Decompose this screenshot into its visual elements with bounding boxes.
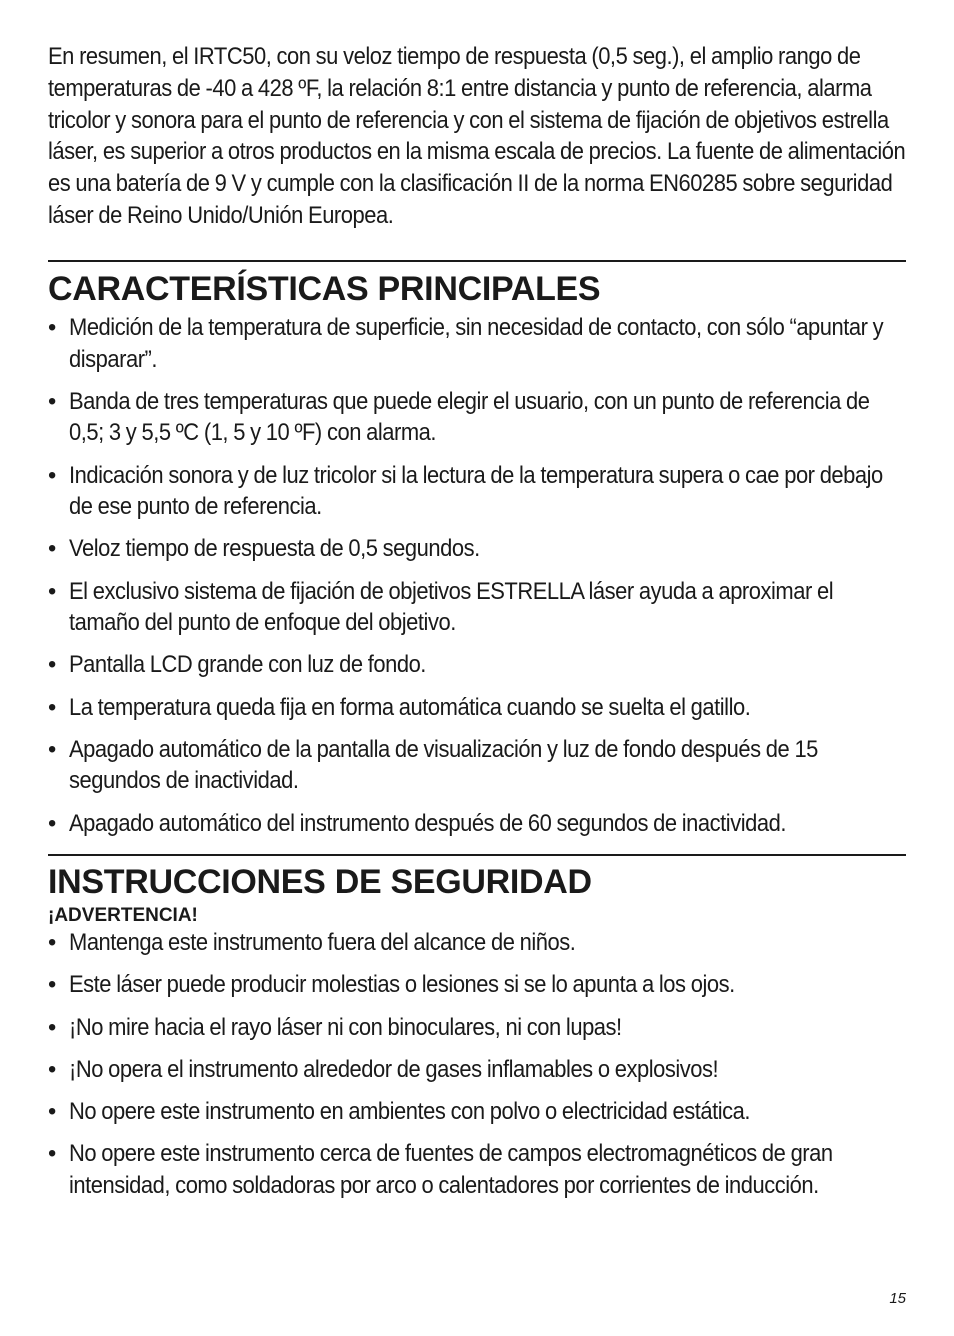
bullet-icon: • (48, 536, 56, 563)
features-heading: CARACTERÍSTICAS PRINCIPALES (48, 269, 601, 308)
list-item: • Pantalla LCD grande con luz de fondo. (48, 650, 906, 682)
features-list (48, 313, 906, 841)
list-item: • Medición de la temperatura de superficie, sin necesidad de contacto, con sólo “apuntar y disparar”. (48, 314, 884, 373)
list-item: • Banda de tres temperaturas que puede elegir el usuario, con un punto de referencia de 0,5; 3 y 5,5 ºC (1, 5 y 10 ºF) con alarma. (48, 388, 870, 447)
bullet-icon: • (48, 314, 56, 341)
section-divider-safety (48, 854, 906, 856)
page-number: 15 (889, 1290, 906, 1307)
bullet-icon: • (48, 388, 56, 415)
intro-paragraph: En resumen, el IRTC50, con su veloz tiempo de respuesta (0,5 seg.), el amplio rango de temperaturas de -40 a 428 ºF, la relación 8:1 entre distancia y punto de referencia, alarma tricolor y sonora para el punto de referencia y con el sistema de fijación de objetivos estrella láser, es superior a otros productos en la misma escala de precios. La fuente de alimentación es una batería de 9 V y cumple con la clasificación II de la norma EN60285 sobre seguridad láser de Reino Unido/Unión Europea. (48, 44, 906, 229)
warning-label: ¡ADVERTENCIA! (48, 905, 198, 927)
list-item: • Apagado automático de la pantalla de visualización y luz de fondo después de 15 segundos de inactividad. (48, 736, 818, 795)
bullet-icon: • (48, 1140, 56, 1167)
section-divider-features (48, 260, 906, 262)
list-item: • La temperatura queda fija en forma automática cuando se suelta el gatillo. (48, 693, 906, 725)
bullet-icon: • (48, 462, 56, 489)
list-item: • Veloz tiempo de respuesta de 0,5 segundos. (48, 534, 906, 566)
list-item: • Apagado automático del instrumento después de 60 segundos de inactividad. (48, 809, 906, 841)
list-item: • Este láser puede producir molestias o lesiones si se lo apunta a los ojos. (48, 970, 906, 1002)
list-item: • No opere este instrumento cerca de fuentes de campos electromagnéticos de gran intensidad, como soldadoras por arco o calentadores por corrientes de inducción. (48, 1140, 833, 1199)
safety-list (48, 928, 906, 1202)
list-item: • No opere este instrumento en ambientes con polvo o electricidad estática. (48, 1097, 906, 1129)
bullet-icon: • (48, 810, 56, 837)
bullet-icon: • (48, 1098, 56, 1125)
bullet-icon: • (48, 930, 56, 957)
list-item: • ¡No opera el instrumento alrededor de gases inflamables o explosivos! (48, 1055, 906, 1087)
bullet-icon: • (48, 1056, 56, 1083)
list-item: • Mantenga este instrumento fuera del alcance de niños. (48, 928, 906, 960)
bullet-icon: • (48, 1014, 56, 1041)
bullet-icon: • (48, 972, 56, 999)
bullet-icon: • (48, 694, 56, 721)
list-item: • Indicación sonora y de luz tricolor si la lectura de la temperatura supera o cae por debajo de ese punto de referencia. (48, 462, 883, 521)
bullet-icon: • (48, 652, 56, 679)
bullet-icon: • (48, 736, 56, 763)
safety-heading: INSTRUCCIONES DE SEGURIDAD (48, 863, 592, 902)
list-item: • El exclusivo sistema de fijación de objetivos ESTRELLA láser ayuda a aproximar el tamaño del punto de enfoque del objetivo. (48, 578, 834, 637)
bullet-icon: • (48, 578, 56, 605)
document-page (48, 42, 906, 1213)
list-item: • ¡No mire hacia el rayo láser ni con binoculares, ni con lupas! (48, 1013, 906, 1045)
